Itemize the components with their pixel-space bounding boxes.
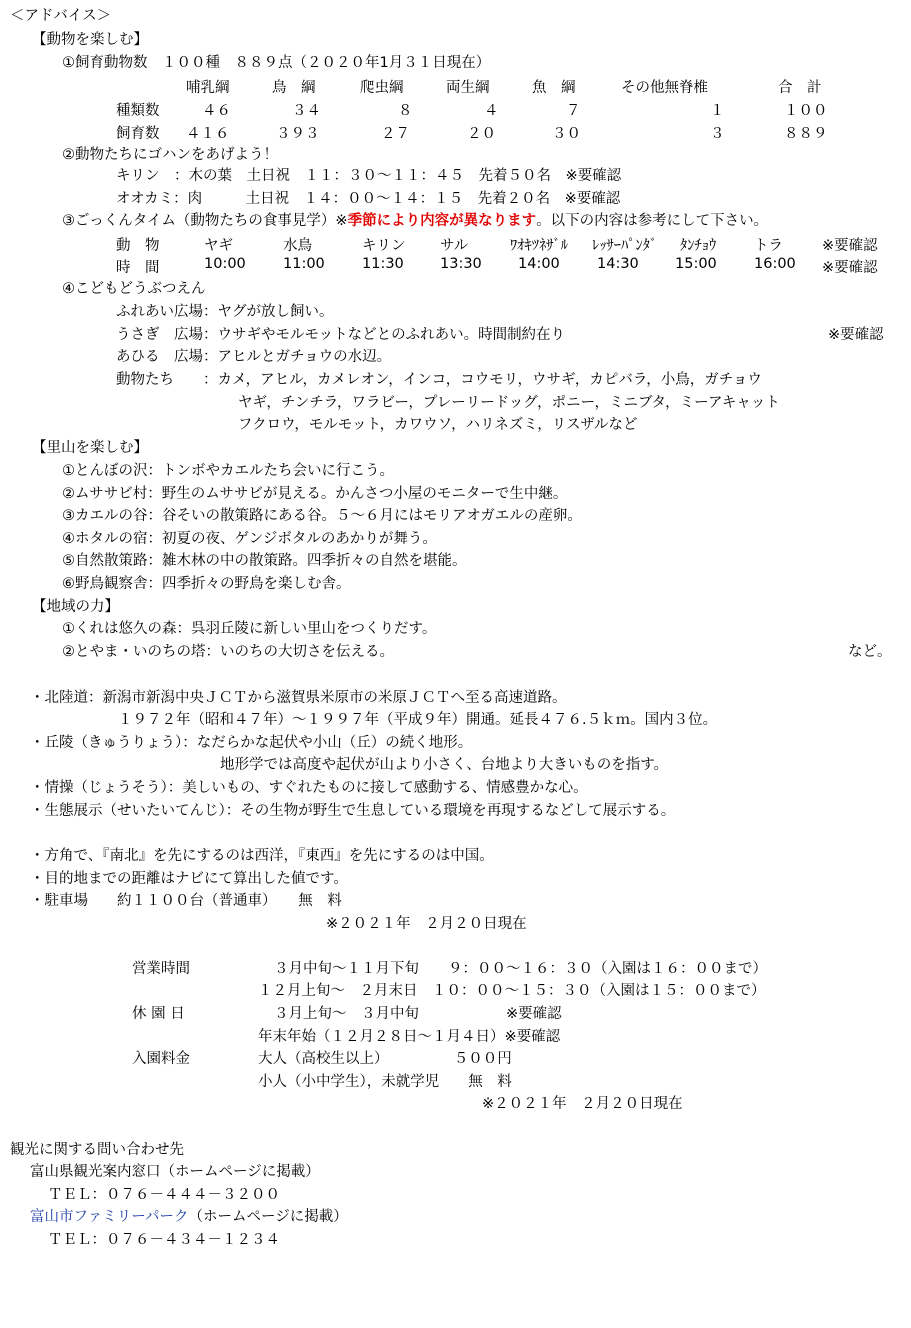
contact-org: 富山県観光案内窓口（ホームページに掲載） bbox=[30, 1164, 320, 1180]
fee-label: 入園料金 bbox=[132, 1051, 190, 1067]
kids-zoo-line: フクロウ，モルモット，カワウソ，ハリネズミ，リスザルなど bbox=[238, 417, 638, 433]
table-cell: ３９３ bbox=[276, 126, 320, 142]
gokkun-animal: ﾚｯｻｰﾊﾟﾝﾀﾞ bbox=[592, 238, 658, 254]
contact-title: 観光に関する問い合わせ先 bbox=[10, 1142, 184, 1158]
table-header-cell: 鳥 綱 bbox=[272, 80, 316, 96]
note-line: 地形学では高度や起伏が山より小さく、台地より大きいものを指す。 bbox=[220, 757, 669, 773]
table-cell: １ bbox=[710, 103, 725, 119]
satoyama-item: ②ムササビ村：野生のムササビが見える。かんさつ小屋のモニターで生中継。 bbox=[62, 486, 568, 502]
row-label: 種類数 bbox=[116, 103, 160, 119]
table-cell: ３４ bbox=[292, 103, 321, 119]
table-cell: ８ bbox=[398, 103, 413, 119]
note-line: ・生態展示（せいたいてんじ）：その生物が野生で生息している環境を再現するなどして展示する。 bbox=[30, 803, 676, 819]
closed-label: 休 園 日 bbox=[132, 1006, 185, 1022]
row-label: 飼育数 bbox=[116, 126, 160, 142]
table-cell: ４１６ bbox=[186, 126, 230, 142]
closed-line: 年末年始（１２月２８日～１月４日）※要確認 bbox=[258, 1029, 561, 1045]
table-header-cell: 爬虫綱 bbox=[360, 80, 404, 96]
gokkun-time: 10:00 bbox=[204, 256, 246, 272]
table-cell: ８８９ bbox=[784, 126, 828, 142]
table-cell: ２０ bbox=[467, 126, 496, 142]
feeding-line: キリン ：木の葉 土日祝 １１：３０～１１：４５ 先着５０名 ※要確認 bbox=[116, 168, 622, 184]
contact-org-suffix: （ホームページに掲載） bbox=[188, 1209, 348, 1225]
kids-zoo-line: うさぎ 広場：ウサギやモルモットなどとのふれあい。時間制約在り bbox=[116, 327, 566, 343]
note-line: ・方角で、『南北』を先にするのは西洋，『東西』を先にするのは中国。 bbox=[30, 848, 494, 864]
satoyama-item: ⑥野鳥観察舎：四季折々の野鳥を楽しむ舎。 bbox=[62, 576, 351, 592]
note-line: ・目的地までの距離はナビにて算出した値です。 bbox=[30, 871, 348, 887]
gokkun-suffix: 。以下の内容は参考にして下さい。 bbox=[536, 213, 769, 229]
fee-line: 小人（小中学生），未就学児 無 料 bbox=[258, 1074, 512, 1090]
kids-zoo-line: 動物たち ：カメ，アヒル，カメレオン，インコ，コウモリ，ウサギ，カピバラ，小鳥，ガチョウ bbox=[116, 372, 762, 388]
note-line: ・丘陵（きゅうりょう）：なだらかな起伏や小山（丘）の続く地形。 bbox=[30, 735, 473, 751]
advice-title: ＜アドバイス＞ bbox=[10, 8, 112, 24]
confirm-note: ※要確認 bbox=[822, 238, 878, 254]
gokkun-prefix: ③ごっくんタイム（動物たちの食事見学）※ bbox=[62, 213, 348, 229]
satoyama-item: ①とんぼの沢：トンボやカエルたち会いに行こう。 bbox=[62, 463, 394, 479]
table-header-cell: 両生綱 bbox=[446, 80, 490, 96]
gokkun-animal: トラ bbox=[754, 238, 783, 254]
note-line: ・情操（じょうそう）：美しいもの、すぐれたものに接して感動する、情感豊かな心。 bbox=[30, 780, 588, 796]
kids-zoo-line: ヤギ，チンチラ，ワラビー，プレーリードッグ，ポニー，ミニブタ，ミーアキャット bbox=[238, 395, 780, 411]
region-heading: 【地域の力】 bbox=[32, 599, 119, 615]
hours-line: ３月中旬～１１月下旬 ９：００～１６：３０（入園は１６：００まで） bbox=[274, 961, 767, 977]
feeding-title: ②動物たちにゴハンをあげよう！ bbox=[62, 147, 278, 163]
gokkun-animal: ﾜｵｷﾂﾈｻﾞﾙ bbox=[510, 238, 568, 254]
contact-org bbox=[30, 1207, 348, 1227]
row-label: 動 物 bbox=[116, 238, 160, 254]
table-header-cell: その他無脊椎 bbox=[621, 80, 708, 96]
closed-line: ３月上旬～ ３月中旬 ※要確認 bbox=[274, 1006, 562, 1022]
parking-date: ※２０２１年 ２月２０日現在 bbox=[326, 916, 527, 932]
satoyama-item: ③カエルの谷：谷そいの散策路にある谷。５～６月にはモリアオガエルの産卵。 bbox=[62, 508, 582, 524]
region-item: ②とやま・いのちの塔：いのちの大切さを伝える。 bbox=[62, 644, 394, 660]
table-cell: ７ bbox=[566, 103, 581, 119]
fee-line: 大人（高校生以上） ５００円 bbox=[258, 1051, 512, 1067]
parking-line: ・駐車場 約１１００台（普通車） 無 料 bbox=[30, 893, 342, 909]
gokkun-warning: 季節により内容が異なります bbox=[347, 213, 537, 229]
gokkun-animal: ヤギ bbox=[204, 238, 233, 254]
kids-zoo-line: ふれあい広場：ヤグが放し飼い。 bbox=[116, 304, 334, 320]
gokkun-time: 11:30 bbox=[362, 256, 404, 272]
kids-zoo-title: ④こどもどうぶつえん bbox=[62, 281, 206, 297]
note-line: ・北陸道：新潟市新潟中央ＪＣＴから滋賀県米原市の米原ＪＣＴへ至る高速道路。 bbox=[30, 690, 567, 706]
business-date: ※２０２１年 ２月２０日現在 bbox=[482, 1096, 683, 1112]
animal-count-line: ①飼育動物数 １００種 ８８９点（２０２０年1月３１日現在） bbox=[62, 55, 491, 71]
contact-tel: ＴＥＬ：０７６－４４４－３２００ bbox=[48, 1187, 280, 1203]
gokkun-animal: ﾀﾝﾁｮｳ bbox=[680, 238, 717, 254]
table-header-cell: 魚 綱 bbox=[532, 80, 576, 96]
table-cell: １００ bbox=[784, 103, 828, 119]
table-header-cell: 合 計 bbox=[778, 80, 822, 96]
gokkun-time: 11:00 bbox=[283, 256, 325, 272]
gokkun-animal: 水鳥 bbox=[283, 238, 312, 254]
animals-heading: 【動物を楽しむ】 bbox=[32, 32, 148, 48]
etc-note: など。 bbox=[848, 644, 892, 660]
region-item: ①くれは悠久の森：呉羽丘陵に新しい里山をつくりだす。 bbox=[62, 621, 437, 637]
note-line: １９７２年（昭和４７年）～１９９７年（平成９年）開通。延長４７６.５ｋｍ。国内３位。 bbox=[118, 712, 718, 728]
table-cell: ４６ bbox=[202, 103, 231, 119]
family-park-link[interactable]: 富山市ファミリーパーク bbox=[30, 1209, 189, 1225]
confirm-note: ※要確認 bbox=[828, 327, 884, 343]
kids-zoo-line: あひる 広場：アヒルとガチョウの水辺。 bbox=[116, 349, 392, 365]
gokkun-time: 16:00 bbox=[754, 256, 796, 272]
gokkun-time: 15:00 bbox=[675, 256, 717, 272]
table-cell: ２７ bbox=[381, 126, 410, 142]
gokkun-animal: キリン bbox=[362, 238, 406, 254]
satoyama-item: ⑤自然散策路：雑木林の中の散策路。四季折々の自然を堪能。 bbox=[62, 553, 467, 569]
contact-tel: ＴＥＬ：０７６－４３４－１２３４ bbox=[48, 1232, 280, 1248]
hours-label: 営業時間 bbox=[132, 961, 190, 977]
table-cell: ３０ bbox=[552, 126, 581, 142]
feeding-line: オオカミ：肉 土日祝 １４：００～１４：１５ 先着２０名 ※要確認 bbox=[116, 191, 621, 207]
confirm-note: ※要確認 bbox=[822, 260, 878, 276]
gokkun-animal: サル bbox=[440, 238, 469, 254]
satoyama-heading: 【里山を楽しむ】 bbox=[32, 440, 148, 456]
gokkun-time: 13:30 bbox=[440, 256, 482, 272]
gokkun-title bbox=[62, 211, 768, 231]
gokkun-time: 14:00 bbox=[518, 256, 560, 272]
table-header-cell: 哺乳綱 bbox=[186, 80, 230, 96]
table-cell: ３ bbox=[710, 126, 725, 142]
row-label: 時 間 bbox=[116, 260, 160, 276]
hours-line: １２月上旬～ ２月末日 １０：００～１５：３０（入園は１５：００まで） bbox=[258, 983, 766, 999]
satoyama-item: ④ホタルの宿：初夏の夜、ゲンジボタルのあかりが舞う。 bbox=[62, 531, 437, 547]
gokkun-time: 14:30 bbox=[597, 256, 639, 272]
table-cell: ４ bbox=[484, 103, 499, 119]
